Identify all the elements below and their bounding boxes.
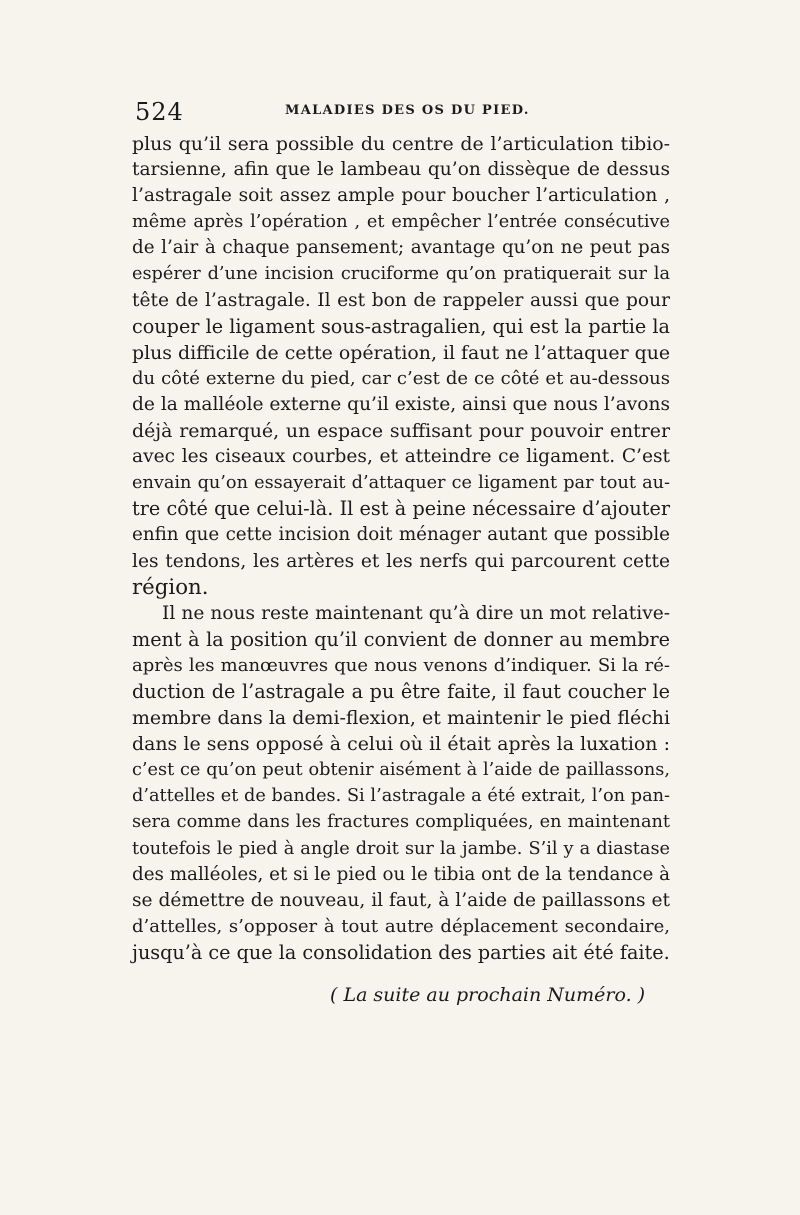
body-text — [132, 131, 670, 966]
text-line: enfin que cette incision doit ménager autant que possible — [132, 524, 670, 546]
text-line: sera comme dans les fractures compliquées, en maintenant — [132, 812, 670, 833]
text-line: après les manœuvres que nous venons d’indiquer. Si la ré- — [132, 654, 670, 676]
text-line: toutefois le pied à angle droit sur la jambe. S’il y a diastase — [132, 838, 670, 859]
text-line: tête de l’astragale. Il est bon de rappeler aussi que pour — [132, 289, 670, 311]
text-line: déjà remarqué, un espace suffisant pour pouvoir entrer — [132, 420, 670, 443]
text-line: de la malléole externe qu’il existe, ainsi que nous l’avons — [132, 393, 670, 415]
text-line: d’attelles et de bandes. Si l’astragale a été extrait, l’on pan- — [132, 786, 670, 807]
text-line: c’est ce qu’on peut obtenir aisément à l’aide de paillassons, — [132, 760, 670, 781]
text-line: dans le sens opposé à celui où il était après la luxation : — [132, 733, 670, 756]
text-line: de l’air à chaque pansement; avantage qu’on ne peut pas — [132, 237, 670, 259]
text-line: se démettre de nouveau, il faut, à l’aide de paillassons et — [132, 889, 670, 911]
text-line: membre dans la demi-flexion, et maintenir le pied fléchi — [132, 707, 670, 730]
text-line: jusqu’à ce que la consolidation des parties ait été faite. — [132, 940, 670, 964]
continuation-note: ( La suite au prochain Numéro. ) — [330, 984, 646, 1006]
text-line: du côté externe du pied, car c’est de ce côté et au-dessous — [132, 367, 670, 389]
text-line: même après l’opération , et empêcher l’entrée consécutive — [132, 212, 670, 233]
text-line: avec les ciseaux courbes, et atteindre ce ligament. C’est — [132, 446, 670, 468]
text-line: Il ne nous reste maintenant qu’à dire un mot relative- — [162, 602, 670, 624]
text-line: d’attelles, s’opposer à tout autre déplacement secondaire, — [132, 915, 670, 937]
text-line: couper le ligament sous-astragalien, qui est la partie la — [132, 314, 670, 338]
text-line: plus difficile de cette opération, il faut ne l’attaquer que — [132, 341, 671, 364]
text-line: ment à la position qu’il convient de donner au membre — [132, 627, 670, 651]
page-header — [135, 98, 675, 134]
text-line: région. — [132, 574, 209, 600]
text-line: l’astragale soit assez ample pour boucher l’articulation , — [132, 185, 670, 207]
text-line: envain qu’on essayerait d’attaquer ce ligament par tout au- — [132, 473, 670, 494]
running-title: MALADIES DES OS DU PIED. — [285, 103, 530, 118]
page-number: 524 — [135, 98, 184, 126]
text-line: des malléoles, et si le pied ou le tibia ont de la tendance à — [132, 863, 670, 885]
text-line: tarsienne, afin que le lambeau qu’on dissèque de dessus — [132, 159, 670, 181]
text-line: les tendons, les artères et les nerfs qui parcourent cette — [132, 550, 670, 572]
text-line: tre côté que celui-là. Il est à peine nécessaire d’ajouter — [132, 497, 670, 521]
text-line: duction de l’astragale a pu être faite, il faut coucher le — [132, 679, 670, 703]
text-line: espérer d’une incision cruciforme qu’on pratiquerait sur la — [132, 264, 670, 285]
text-line: plus qu’il sera possible du centre de l’articulation tibio- — [132, 133, 670, 155]
